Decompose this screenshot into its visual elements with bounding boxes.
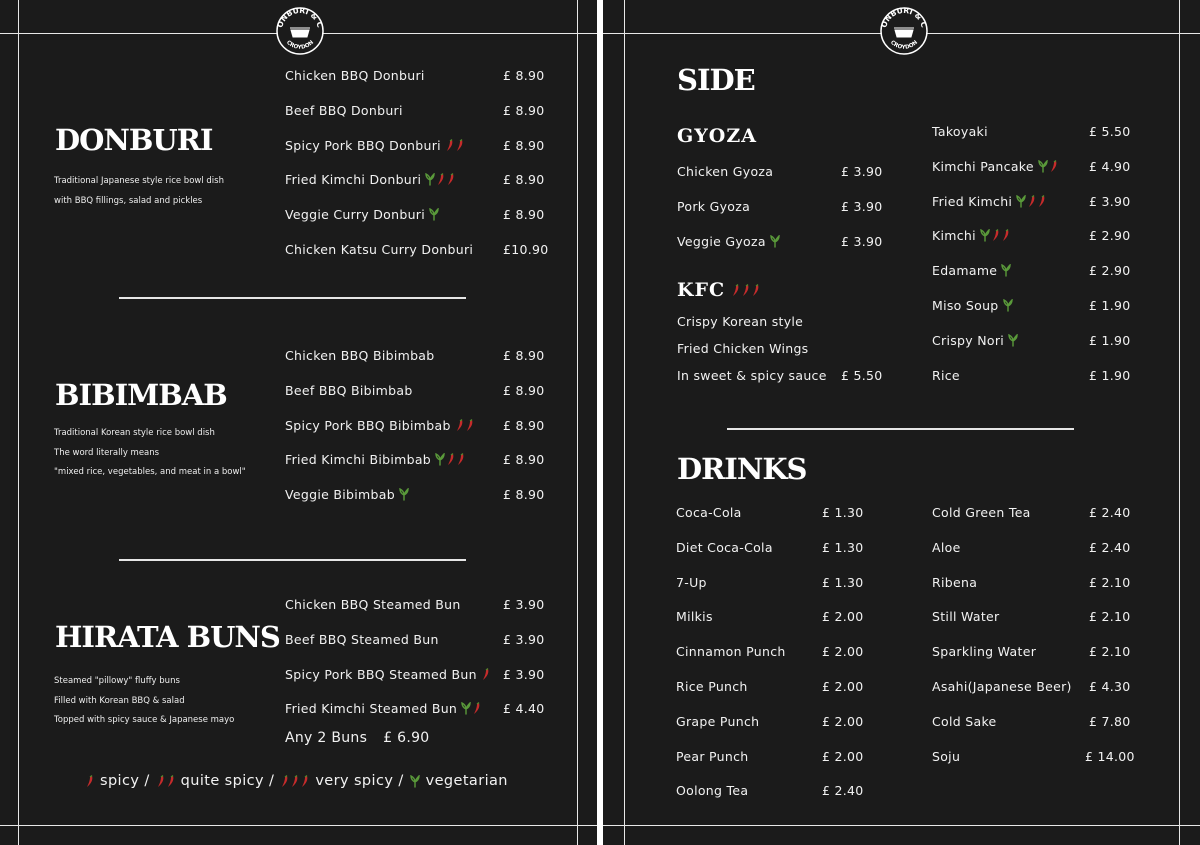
- item-label: Beef BBQ Bibimbab: [285, 382, 413, 398]
- chili-pepper-icon: [1037, 195, 1046, 208]
- legend-quite-spicy: quite spicy /: [180, 773, 275, 789]
- logo-top-text: ONBURI & C: [275, 6, 325, 29]
- menu-item-price: £ 8.90: [503, 172, 545, 188]
- drink-price: £ 1.30: [822, 505, 864, 520]
- menu-item-name: [932, 159, 1058, 174]
- menu-item-price: £ 3.90: [1089, 193, 1131, 209]
- section-title: DONBURI: [55, 123, 213, 157]
- item-icons: [455, 419, 474, 432]
- drink-price: £ 2.00: [822, 609, 864, 625]
- section-title-side: SIDE: [677, 63, 755, 97]
- chili-pepper-icon: [290, 775, 299, 788]
- drink-name: Grape Punch: [676, 713, 760, 729]
- item-icons: [435, 453, 465, 466]
- item-label: Veggie Curry Donburi: [285, 207, 426, 223]
- frame-line: [624, 0, 625, 845]
- menu-item-name: [285, 383, 413, 398]
- vegetarian-leaf-icon: [425, 173, 435, 186]
- item-label: Chicken Gyoza: [677, 164, 774, 179]
- drink-name: Soju: [932, 748, 961, 764]
- menu-item-price: £ 8.90: [503, 452, 545, 468]
- drink-name: Cold Sake: [932, 713, 997, 729]
- menu-item-price: £ 1.90: [1089, 367, 1131, 383]
- menu-item-price: £ 1.90: [1089, 298, 1131, 313]
- menu-item-price: £ 3.90: [841, 164, 883, 179]
- item-icons: [731, 284, 760, 297]
- drink-name: Pear Punch: [676, 748, 749, 764]
- menu-page-left: [0, 0, 597, 845]
- menu-item-price: £ 4.90: [1089, 158, 1131, 174]
- menu-item-name: [285, 418, 474, 433]
- drink-name: Cold Green Tea: [932, 505, 1031, 520]
- item-label: Beef BBQ Steamed Bun: [285, 631, 439, 647]
- drink-price: £ 2.40: [1089, 505, 1131, 520]
- item-label: Beef BBQ Donburi: [285, 102, 403, 118]
- menu-item-price: £ 1.90: [1089, 332, 1131, 348]
- item-label: Veggie Bibimbab: [285, 487, 395, 503]
- item-icons: [980, 229, 1010, 242]
- logo-bottom-text: CROYDON: [284, 39, 316, 51]
- item-icons: [770, 235, 780, 248]
- item-label: Takoyaki: [932, 124, 988, 139]
- vegetarian-leaf-icon: [1001, 264, 1011, 277]
- kfc-title-text: KFC: [677, 279, 726, 301]
- vegetarian-leaf-icon: [429, 208, 439, 221]
- drink-name: Diet Coca-Cola: [676, 539, 773, 555]
- gyoza-title: GYOZA: [677, 125, 757, 147]
- chili-pepper-icon: [446, 173, 455, 186]
- section-description: Steamed "pillowy" fluffy buns: [54, 676, 180, 686]
- section-title: HIRATA BUNS: [55, 620, 280, 654]
- chili-pepper-icon: [436, 173, 445, 186]
- section-title: BIBIMBAB: [55, 378, 227, 412]
- section-description: with BBQ fillings, salad and pickles: [54, 195, 203, 206]
- section-description: Topped with spicy sauce & Japanese mayo: [54, 715, 235, 725]
- menu-item-price: £ 2.90: [1089, 263, 1131, 279]
- item-label: Chicken BBQ Steamed Bun: [285, 597, 461, 612]
- item-label: Spicy Pork BBQ Bibimbab: [285, 417, 451, 433]
- menu-item-price: £ 3.90: [841, 198, 883, 214]
- menu-item-price: £ 5.50: [1089, 124, 1131, 139]
- menu-item-name: [677, 234, 780, 249]
- section-title-drinks: DRINKS: [677, 452, 807, 486]
- frame-line: [577, 0, 578, 845]
- drink-name: Asahi(Japanese Beer): [932, 679, 1072, 694]
- item-icons: [1038, 160, 1058, 173]
- vegetarian-leaf-icon: [770, 235, 780, 248]
- vegetarian-leaf-icon: [461, 702, 471, 715]
- section-description: "mixed rice, vegetables, and meat in a bowl": [54, 467, 246, 477]
- chili-pepper-icon: [1001, 229, 1010, 242]
- menu-item-price: £ 8.90: [503, 68, 545, 83]
- item-label: Veggie Gyoza: [677, 233, 766, 249]
- restaurant-logo: [275, 6, 325, 56]
- menu-item-price: £ 8.90: [503, 487, 545, 503]
- drink-name: Rice Punch: [676, 679, 748, 694]
- chili-pepper-icon: [85, 775, 94, 788]
- vegetarian-leaf-icon: [1008, 334, 1018, 347]
- drink-price: £ 2.00: [822, 679, 864, 694]
- item-icons: [429, 208, 439, 221]
- menu-item-price: £ 3.90: [503, 631, 545, 647]
- item-label: Rice: [932, 367, 960, 383]
- item-icons: [425, 173, 455, 186]
- section-description: Filled with Korean BBQ & salad: [54, 695, 185, 706]
- item-label: Fried Kimchi Bibimbab: [285, 452, 432, 468]
- logo-top-text: ONBURI & C: [879, 6, 929, 29]
- menu-item-price: £ 8.90: [503, 348, 545, 363]
- menu-item-name: [677, 199, 750, 214]
- menu-item-name: [285, 68, 425, 83]
- menu-item-name: [285, 348, 435, 363]
- vegetarian-leaf-icon: [1016, 195, 1026, 208]
- menu-item-price: £ 3.90: [841, 233, 883, 249]
- drink-price: £ 2.40: [822, 783, 864, 799]
- chili-pepper-icon: [751, 284, 760, 297]
- item-label: Chicken BBQ Donburi: [285, 68, 425, 83]
- menu-item-price: £ 8.90: [503, 137, 545, 153]
- restaurant-logo: [879, 6, 929, 56]
- item-label: Crispy Nori: [932, 332, 1005, 348]
- menu-item-name: [932, 124, 988, 139]
- drink-name: Oolong Tea: [676, 783, 749, 799]
- menu-item-name: [285, 103, 403, 118]
- vegetarian-leaf-icon: [410, 775, 420, 788]
- menu-item-name: [285, 632, 439, 647]
- chili-pepper-icon: [166, 775, 175, 788]
- drink-price: £ 1.30: [822, 574, 864, 590]
- item-label: Spicy Pork BBQ Steamed Bun: [285, 666, 477, 682]
- menu-item-name: [285, 597, 461, 612]
- menu-item-name: [285, 452, 465, 467]
- bun-deal: [285, 730, 430, 746]
- drink-price: £ 2.00: [822, 713, 864, 729]
- chili-pepper-icon: [991, 229, 1000, 242]
- item-icons: [1008, 334, 1018, 347]
- chili-pepper-icon: [1049, 160, 1058, 173]
- item-icons: [445, 139, 464, 152]
- item-label: Kimchi Pancake: [932, 158, 1034, 174]
- menu-page-right: [603, 0, 1200, 845]
- bun-deal-price: £ 6.90: [383, 730, 430, 747]
- section-divider: [119, 559, 466, 561]
- menu-item-price: £ 3.90: [503, 666, 545, 682]
- item-label: Pork Gyoza: [677, 198, 751, 214]
- chili-pepper-icon: [1027, 195, 1036, 208]
- menu-item-name: [285, 172, 455, 187]
- legend-vegetarian: vegetarian: [425, 773, 508, 789]
- item-label: Kimchi: [932, 228, 976, 244]
- item-icons: [461, 702, 481, 715]
- chili-pepper-icon: [446, 453, 455, 466]
- chili-pepper-icon: [280, 775, 289, 788]
- vegetarian-leaf-icon: [399, 488, 409, 501]
- chili-pepper-icon: [455, 139, 464, 152]
- item-label: Edamame: [932, 263, 998, 279]
- item-icons: [410, 775, 420, 788]
- kfc-description: Fried Chicken Wings: [677, 341, 809, 356]
- frame-line: [18, 0, 19, 845]
- section-divider: [727, 428, 1074, 430]
- item-label: Fried Kimchi Steamed Bun: [285, 701, 458, 717]
- drink-price: £ 4.30: [1089, 679, 1131, 694]
- bun-deal-label: Any 2 Buns: [285, 730, 368, 747]
- item-label: Miso Soup: [932, 298, 999, 313]
- menu-item-price: £ 8.90: [503, 382, 545, 398]
- drink-price: £ 7.80: [1089, 713, 1131, 729]
- menu-item-name: [677, 164, 773, 179]
- kfc-description: In sweet & spicy sauce: [677, 368, 827, 383]
- drink-name: Still Water: [932, 609, 1000, 625]
- item-icons: [399, 488, 409, 501]
- spice-legend: [85, 773, 508, 789]
- item-label: Chicken Katsu Curry Donburi: [285, 242, 474, 257]
- drink-name: 7-Up: [676, 574, 707, 590]
- item-icons: [280, 775, 309, 788]
- drink-name: Coca-Cola: [676, 505, 742, 520]
- chili-pepper-icon: [465, 419, 474, 432]
- menu-item-name: [285, 242, 473, 257]
- section-description: Traditional Korean style rice bowl dish: [54, 428, 215, 438]
- menu-item-price: £ 4.40: [503, 701, 545, 717]
- chili-pepper-icon: [156, 775, 165, 788]
- frame-line: [1179, 0, 1180, 845]
- legend-very-spicy: very spicy /: [315, 773, 404, 789]
- drink-price: £ 2.40: [1089, 539, 1131, 555]
- chili-pepper-icon: [481, 668, 490, 681]
- menu-item-name: [932, 368, 960, 383]
- chili-pepper-icon: [445, 139, 454, 152]
- menu-item-price: £ 8.90: [503, 102, 545, 118]
- drink-name: Cinnamon Punch: [676, 644, 786, 660]
- item-icons: [481, 668, 490, 681]
- drink-price: £ 2.10: [1089, 644, 1131, 660]
- menu-item-name: [932, 194, 1046, 209]
- drink-name: Ribena: [932, 574, 978, 590]
- vegetarian-leaf-icon: [1038, 160, 1048, 173]
- section-description: The word literally means: [54, 447, 160, 458]
- item-label: Fried Kimchi Donburi: [285, 172, 422, 188]
- chili-pepper-icon: [741, 284, 750, 297]
- item-icons: [1001, 264, 1011, 277]
- kfc-price: £ 5.50: [841, 368, 883, 383]
- drink-price: £ 2.00: [822, 644, 864, 660]
- menu-item-price: £ 8.90: [503, 417, 545, 433]
- frame-line: [603, 825, 1200, 826]
- drink-name: Milkis: [676, 609, 713, 625]
- item-icons: [85, 775, 94, 788]
- item-icons: [1016, 195, 1046, 208]
- item-label: Fried Kimchi: [932, 193, 1013, 209]
- menu-item-name: [285, 667, 490, 682]
- kfc-description: Crispy Korean style: [677, 314, 804, 329]
- chili-pepper-icon: [731, 284, 740, 297]
- chili-pepper-icon: [472, 702, 481, 715]
- section-description: Traditional Japanese style rice bowl dish: [54, 176, 224, 186]
- chili-pepper-icon: [456, 453, 465, 466]
- menu-item-name: [285, 138, 464, 153]
- drink-price: £ 2.10: [1089, 574, 1131, 590]
- frame-line: [0, 825, 597, 826]
- vegetarian-leaf-icon: [980, 229, 990, 242]
- item-label: Spicy Pork BBQ Donburi: [285, 137, 441, 153]
- menu-item-name: [932, 263, 1011, 278]
- drink-price: £ 14.00: [1085, 748, 1135, 764]
- chili-pepper-icon: [300, 775, 309, 788]
- logo-bottom-text: CROYDON: [888, 39, 920, 51]
- menu-item-price: £ 8.90: [503, 207, 545, 223]
- menu-item-name: [285, 207, 439, 222]
- drink-price: £ 2.00: [822, 748, 864, 764]
- drink-name: Sparkling Water: [932, 644, 1037, 660]
- menu-item-name: [932, 298, 1013, 313]
- kfc-title: [677, 279, 760, 301]
- chili-pepper-icon: [455, 419, 464, 432]
- menu-item-price: £ 2.90: [1089, 228, 1131, 244]
- menu-item-name: [285, 487, 409, 502]
- drink-price: £ 1.30: [822, 539, 864, 555]
- menu-item-name: [932, 333, 1018, 348]
- legend-spicy: spicy /: [100, 773, 150, 789]
- vegetarian-leaf-icon: [435, 453, 445, 466]
- vegetarian-leaf-icon: [1003, 299, 1013, 312]
- section-divider: [119, 297, 466, 299]
- menu-item-name: [285, 701, 481, 716]
- item-icons: [1003, 299, 1013, 312]
- menu-item-name: [932, 228, 1010, 243]
- drink-price: £ 2.10: [1089, 609, 1131, 625]
- menu-item-price: £ 3.90: [503, 597, 545, 612]
- item-label: Chicken BBQ Bibimbab: [285, 348, 435, 363]
- item-icons: [156, 775, 175, 788]
- menu-item-price: £10.90: [503, 242, 549, 257]
- drink-name: Aloe: [932, 539, 961, 555]
